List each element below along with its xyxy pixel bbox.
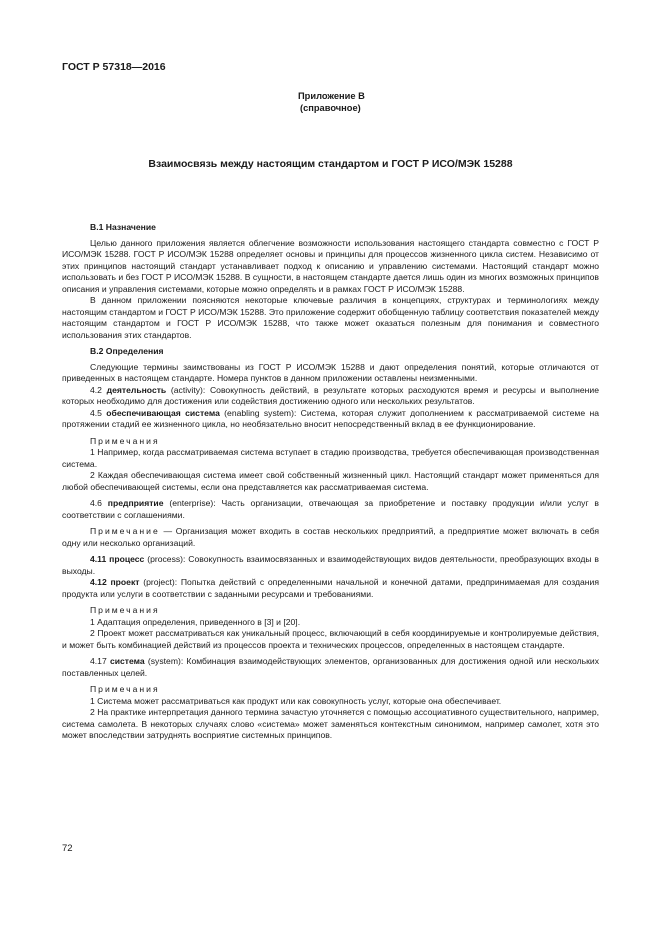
notes-label: Примечания — [90, 435, 160, 446]
paragraph: В данном приложении поясняются некоторые ключевые различия в концепциях, структурах и терминологиях между настоящим стандартом и ГОСТ Р ИСО/МЭК 15288. Это приложение содержит обобщенную таблицу соответствия показателей между настоящим стандартом и ГОСТ Р ИСО/МЭК 15288, что также может оказаться полезным для понимания и совместного использования этих стандартов. — [62, 295, 599, 340]
page-title: Взаимосвязь между настоящим стандартом и ГОСТ Р ИСО/МЭК 15288 — [148, 158, 513, 170]
term-definition — [62, 577, 599, 600]
term-text: (project): Попытка действий с определенными начальной и конечной датами, предпринимаемая для создания продукта или услуги в соответствии с заданными ресурсами и требованиями. — [62, 577, 599, 599]
paragraph: Целью данного приложения является облегчение возможности использования настоящего стандарта совместно с ГОСТ Р ИСО/МЭК 15288. ГОСТ Р ИСО/МЭК 15288 определяет основы и принципы для процессов жизненного цикла систем. Независимо от этих принципов настоящий стандарт устанавливает подход к описанию и управлению системами. Настоящий стандарт можно использовать и без ГОСТ Р ИСО/МЭК 15288. В сущности, в настоящем стандарте дается лишь один из многих возможных принципов описания и управления системами, которые можно определять и в рамках ГОСТ Р ИСО/МЭК 15288. — [62, 237, 599, 294]
section-heading: В.2 Определения — [90, 346, 164, 356]
term-text: (system): Комбинация взаимодействующих элементов, организованных для достижения одной или нескольких поставленных целей. — [62, 656, 599, 678]
term: система — [109, 656, 145, 666]
note-text: — Организация может входить в состав нескольких предприятий, а предприятие может включать в себя одну или несколько организаций. — [62, 526, 599, 548]
document-body — [62, 222, 599, 742]
term-number: 4.5 — [90, 407, 107, 418]
note — [62, 526, 599, 549]
term-text: (process): Совокупность взаимосвязанных и взаимодействующих видов деятельности, преобразующих входы в выходы. — [62, 554, 599, 576]
term-text: (enterprise): Часть организации, отвечающая за приобретение и поставку продукции и/или услуг в соответствии с соглашениями. — [62, 498, 599, 520]
term-number: 4.6 — [90, 498, 108, 508]
note: 1 Например, когда рассматриваемая система вступает в стадию производства, требуется обеспечивающая производственная система. — [62, 447, 599, 469]
term-definition — [62, 385, 599, 408]
term-text: (activity): Совокупность действий, в результате которых расходуются время и ресурсы и выполнение которых необходимо для достижения или содействия достижению одного или нескольких результатов. — [62, 384, 599, 406]
term-number: 4.12 — [90, 577, 111, 587]
annex-type: (справочное) — [300, 103, 361, 113]
term: проект — [110, 577, 140, 587]
note: 2 Каждая обеспечивающая система имеет свой собственный жизненный цикл. Настоящий стандарт может применяться для любой обеспечивающей системы, если она представляется как рассматриваемая система. — [62, 470, 599, 492]
note-label: Примечание — [90, 526, 160, 536]
term: процесс — [109, 554, 145, 564]
annex-title: Приложение В — [298, 91, 365, 101]
notes-label: Примечания — [90, 605, 160, 615]
term-definition — [62, 656, 599, 679]
term: деятельность — [106, 384, 167, 395]
term-definition — [62, 498, 599, 521]
note: 2 На практике интерпретация данного термина зачастую уточняется с помощью ассоциативного существительного, например, система самолета. В некоторых случаях слово «система» может заменяться контекстным синонимом, например самолет, хотя это может впоследствии затруднять восприятие системных принципов. — [62, 707, 599, 740]
term-number: 4.11 — [90, 554, 110, 564]
term-number: 4.17 — [90, 656, 110, 666]
note: 1 Система может рассматриваться как продукт или как совокупность услуг, которые она обеспечивает. — [90, 695, 502, 706]
paragraph: Следующие термины заимствованы из ГОСТ Р ИСО/МЭК 15288 и дают определения понятий, которые отличаются от приведенных в настоящем стандарте. Номера пунктов в данном приложении оставлены неизменными. — [62, 361, 599, 383]
document-header: ГОСТ Р 57318—2016 — [62, 61, 166, 73]
term: предприятие — [107, 498, 164, 508]
note: 2 Проект может рассматриваться как уникальный процесс, включающий в себя координируемые и контролируемые действия, и может быть комбинацией действий из процессов проекта и технических процессов, определенных в настоящем стандарте. — [62, 628, 599, 650]
term-definition — [62, 408, 599, 431]
note: 1 Адаптация определения, приведенного в [3] и [20]. — [90, 616, 301, 627]
section-heading: В.1 Назначение — [90, 222, 156, 232]
page-number: 72 — [62, 843, 73, 854]
term-number: 4.2 — [90, 384, 107, 395]
notes-label: Примечания — [90, 684, 160, 694]
term-text: (enabling system): Система, которая служит дополнением к рассматриваемой системе на протяжении стадий ее жизненного цикла, но необязательно вносит непосредственный вклад в ее функционирование. — [62, 407, 599, 429]
term: обеспечивающая система — [106, 407, 220, 418]
term-definition — [62, 554, 599, 577]
